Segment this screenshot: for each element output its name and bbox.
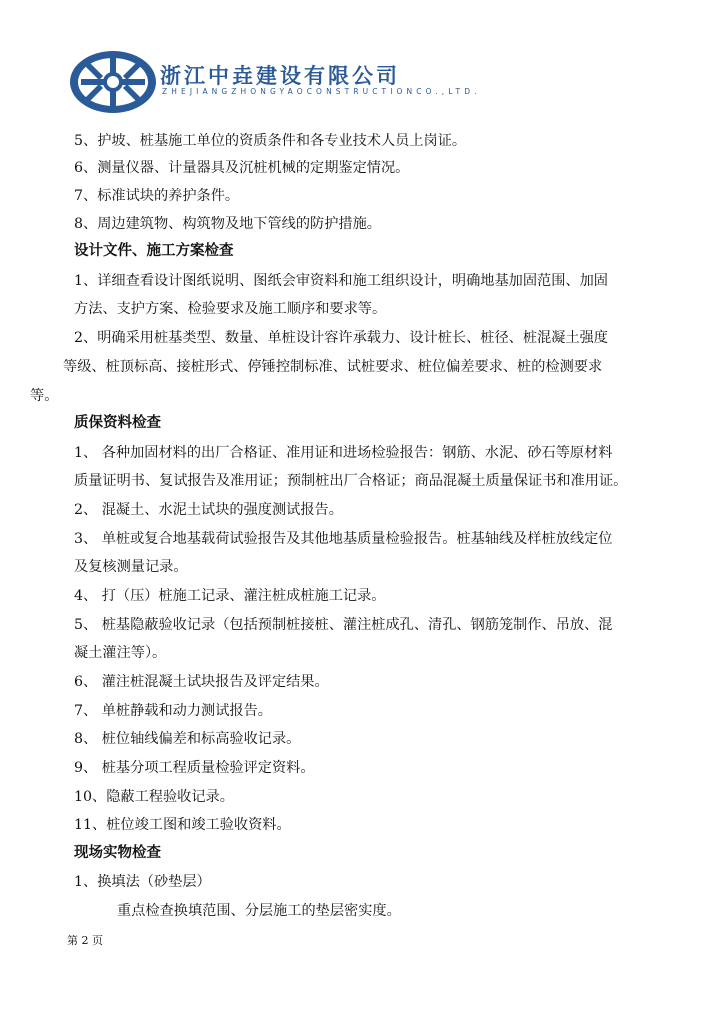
quality-item-1-line-2: 质量证明书、复试报告及准用证；预制桩出厂合格证；商品混凝土质量保证书和准用证。 <box>74 473 628 489</box>
quality-item-11: 11、桩位竣工图和竣工验收资料。 <box>74 817 291 833</box>
item-8-protection: 8、周边建筑物、构筑物及地下管线的防护措施。 <box>74 216 381 232</box>
company-name-en: ZHEJIANGZHONGYAOCONSTRUCTIONCO.,LTD. <box>162 87 481 96</box>
quality-item-5-line-1: 5、 桩基隐蔽验收记录（包括预制桩接桩、灌注桩成孔、清孔、钢筋笼制作、吊放、混 <box>74 617 613 633</box>
design-item-2-line-2: 等级、桩顶标高、接桩形式、停锤控制标准、试桩要求、桩位偏差要求、桩的检测要求 <box>63 359 603 375</box>
company-name-cn: 浙江中垚建设有限公司 <box>160 64 400 88</box>
quality-item-10: 10、隐蔽工程验收记录。 <box>74 789 234 805</box>
site-item-1-detail: 重点检查换填范围、分层施工的垫层密实度。 <box>117 903 401 919</box>
section-heading-site-inspection: 现场实物检查 <box>74 845 161 861</box>
quality-item-7: 7、 单桩静载和动力测试报告。 <box>74 703 272 719</box>
site-item-1: 1、换填法（砂垫层） <box>74 874 211 890</box>
quality-item-6: 6、 灌注桩混凝土试块报告及评定结果。 <box>74 674 329 690</box>
item-5-qualification: 5、护坡、桩基施工单位的资质条件和各专业技术人员上岗证。 <box>74 133 467 149</box>
item-7-specimen-curing: 7、标准试块的养护条件。 <box>74 188 240 204</box>
item-6-instruments: 6、测量仪器、计量器具及沉桩机械的定期鉴定情况。 <box>74 160 410 176</box>
quality-item-3-line-2: 及复核测量记录。 <box>74 559 188 575</box>
section-heading-design-documents: 设计文件、施工方案检查 <box>74 243 234 259</box>
quality-item-8: 8、 桩位轴线偏差和标高验收记录。 <box>74 731 301 747</box>
company-logo-icon <box>69 50 157 114</box>
quality-item-9: 9、 桩基分项工程质量检验评定资料。 <box>74 760 315 776</box>
quality-item-5-line-2: 凝土灌注等）。 <box>74 645 167 661</box>
design-item-2-line-3: 等。 <box>30 388 59 404</box>
design-item-1-line-2: 方法、支护方案、检验要求及施工顺序和要求等。 <box>74 301 387 317</box>
design-item-2-line-1: 2、明确采用桩基类型、数量、单桩设计容许承载力、设计桩长、桩径、桩混凝土强度 <box>74 330 608 346</box>
quality-item-2: 2、 混凝土、水泥土试块的强度测试报告。 <box>74 502 343 518</box>
quality-item-1-line-1: 1、 各种加固材料的出厂合格证、准用证和进场检验报告：钢筋、水泥、砂石等原材料 <box>74 445 613 461</box>
page-number: 第 2 页 <box>67 934 103 947</box>
quality-item-4: 4、 打（压）桩施工记录、灌注桩成桩施工记录。 <box>74 588 386 604</box>
quality-item-3-line-1: 3、 单桩或复合地基载荷试验报告及其他地基质量检验报告。桩基轴线及样桩放线定位 <box>74 531 613 547</box>
design-item-1-line-1: 1、详细查看设计图纸说明、图纸会审资料和施工组织设计，明确地基加固范围、加固 <box>74 273 608 289</box>
section-heading-quality-documents: 质保资料检查 <box>74 415 161 431</box>
